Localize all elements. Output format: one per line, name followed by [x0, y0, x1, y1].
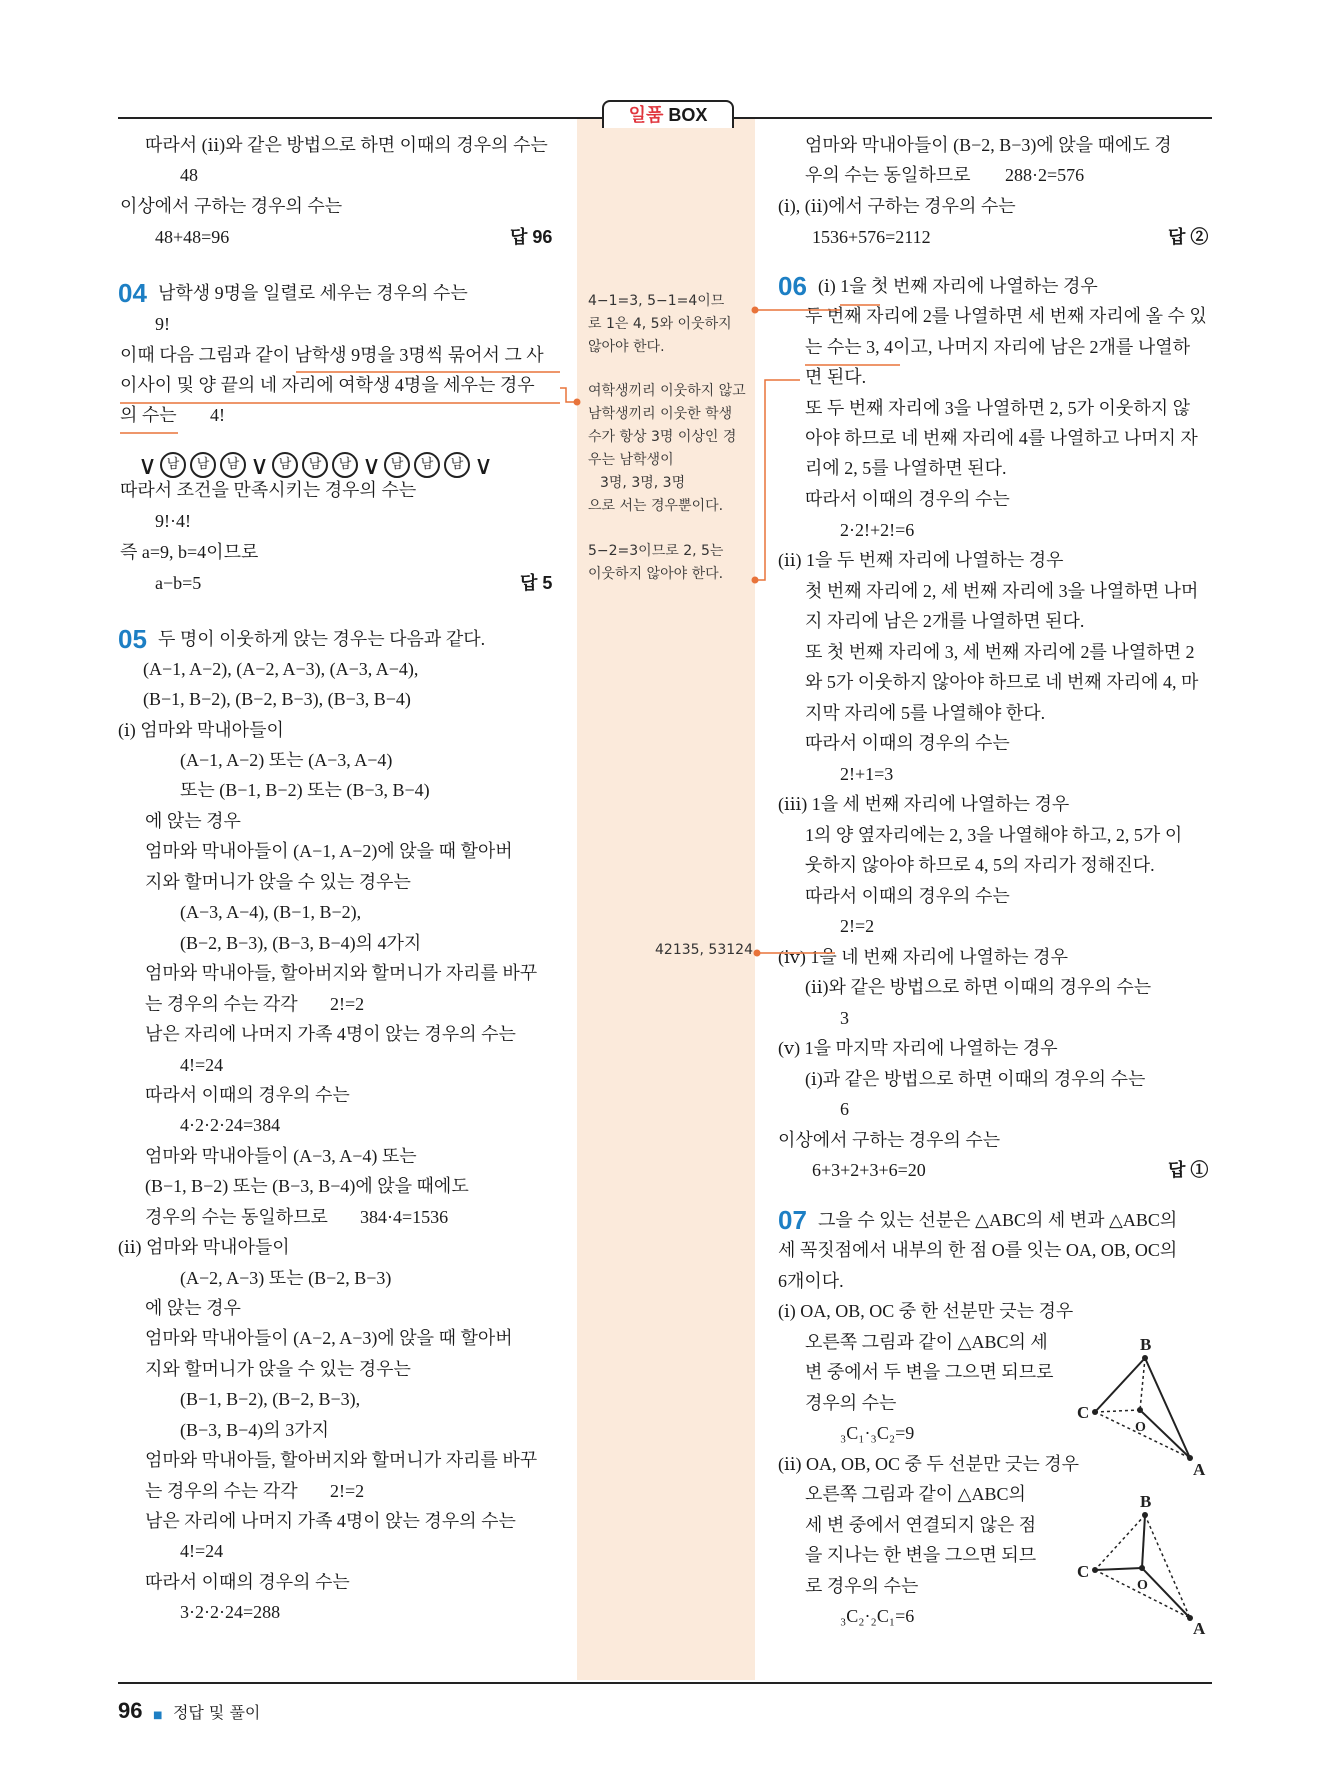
text-line: (ⅰ)과 같은 방법으로 하면 이때의 경우의 수는 [805, 1069, 1146, 1089]
text-line: (ⅱ)와 같은 방법으로 하면 이때의 경우의 수는 [805, 977, 1152, 997]
text-line: 4!=24 [180, 1541, 224, 1561]
text-line: (ⅰ) 1을 첫 번째 자리에 나열하는 경우 [818, 276, 1098, 296]
text-line: 48 [180, 165, 198, 185]
text-line: (ⅴ) 1을 마지막 자리에 나열하는 경우 [778, 1038, 1058, 1058]
boy-circle: 남 [220, 452, 246, 478]
text-line: 는 수는 3, 4이고, 나머지 자리에 남은 2개를 나열하 [805, 337, 1190, 357]
vertex-b-label: B [1140, 1335, 1152, 1354]
text-line: 이때 다음 그림과 같이 남학생 9명을 3명씩 묶어서 그 사 [120, 345, 544, 365]
section-tab: 일품 BOX [602, 100, 734, 128]
text-line: 리에 2, 5를 나열하면 된다. [805, 458, 1007, 478]
vertex-c-label: C [1077, 1562, 1090, 1581]
text-line: 3 [840, 1008, 849, 1028]
vertex-a-label: A [1193, 1460, 1206, 1479]
text-line: 세 변 중에서 연결되지 않은 점 [805, 1515, 1037, 1535]
text-line: 또는 (B−1, B−2) 또는 (B−3, B−4) [180, 780, 430, 800]
text-line: 따라서 이때의 경우의 수는 [145, 1085, 350, 1105]
text-line: 지 자리에 남은 2개를 나열하면 된다. [805, 611, 1085, 631]
gap-mark: ∨ [474, 451, 494, 481]
footer-separator: ■ [152, 1710, 163, 1721]
side-note: 우는 남학생이 [588, 452, 674, 468]
text-line: 3·2·2·24=288 [180, 1602, 281, 1622]
gap-mark: ∨ [138, 451, 158, 481]
text-line: 2!=2 [840, 916, 875, 936]
problem-number: 07 [778, 1205, 807, 1235]
text-line: (ⅲ) 1을 세 번째 자리에 나열하는 경우 [778, 794, 1070, 814]
text-line: 두 명이 이웃하게 앉는 경우는 다음과 같다. [158, 629, 486, 649]
text-line: 엄마와 막내아들이 (A−3, A−4) 또는 [145, 1146, 417, 1166]
problem-number: 04 [118, 278, 147, 308]
text-line: (A−1, A−2) 또는 (A−3, A−4) [180, 750, 393, 770]
text-line: 6 [840, 1099, 849, 1119]
footer-title: 정답 및 풀이 [172, 1703, 261, 1722]
text-line: 남학생 9명을 일렬로 세우는 경우의 수는 [158, 283, 468, 303]
boy-circle: 남 [414, 452, 440, 478]
vertex-c-label: C [1077, 1403, 1090, 1422]
boy-circle: 남 [160, 452, 186, 478]
side-note: 로 1은 4, 5와 이웃하지 [588, 316, 732, 332]
text-line: 의 수는 [120, 405, 177, 425]
text-line: (B−3, B−4)의 3가지 [180, 1420, 329, 1440]
text-line: (A−3, A−4), (B−1, B−2), [180, 902, 362, 922]
text-line: (A−2, A−3) 또는 (B−2, B−3) [180, 1268, 392, 1288]
triangle-diagram-1 [1095, 1358, 1190, 1458]
text-line: (ⅳ) 1을 네 번째 자리에 나열하는 경우 [778, 947, 1068, 967]
text-line: a−b=5 [155, 573, 202, 593]
text-line: 남은 자리에 나머지 가족 4명이 앉는 경우의 수는 [145, 1511, 516, 1531]
text-line: 즉 a=9, b=4이므로 [120, 542, 259, 562]
text-line: 엄마와 막내아들이 (B−2, B−3)에 앉을 때에도 경 [805, 135, 1172, 155]
boy-circle: 남 [444, 452, 470, 478]
text-line: 2·2!+2!=6 [840, 520, 915, 540]
side-note: 수가 항상 3명 이상인 경 [588, 429, 737, 445]
page-number: 96 [118, 1698, 143, 1723]
text-line: 9!·4! [155, 511, 191, 531]
answer-mark: 답 5 [520, 573, 553, 593]
text-line: 오른쪽 그림과 같이 △ABC의 세 [805, 1332, 1048, 1352]
side-note: 여학생끼리 이웃하지 않고 [588, 383, 746, 399]
text-line: 는 경우의 수는 각각 [145, 1481, 298, 1501]
gap-mark: ∨ [250, 451, 270, 481]
boy-circle: 남 [332, 452, 358, 478]
text-line: 엄마와 막내아들, 할아버지와 할머니가 자리를 바꾸 [145, 1450, 538, 1470]
text-line: 에 앉는 경우 [145, 811, 241, 831]
text-line: 에 앉는 경우 [145, 1298, 241, 1318]
text-line: 는 경우의 수는 각각 [145, 994, 298, 1014]
text-line: 지와 할머니가 앉을 수 있는 경우는 [145, 1359, 411, 1379]
text-line: 경우의 수는 동일하므로 [145, 1207, 328, 1227]
text-line: 엄마와 막내아들이 (A−1, A−2)에 앉을 때 할아버 [145, 841, 513, 861]
vertex-b-label: B [1140, 1492, 1152, 1511]
text-line: 지와 할머니가 앉을 수 있는 경우는 [145, 872, 411, 892]
side-note: 남학생끼리 이웃한 학생 [588, 406, 733, 422]
side-note: 3명, 3명, 3명 [600, 475, 686, 491]
leader-lines [560, 310, 840, 953]
text-line: 변 중에서 두 변을 그으면 되므로 [805, 1362, 1054, 1382]
underline-marks [120, 305, 900, 433]
footer [118, 1700, 260, 1722]
text-line: (ⅰ) 엄마와 막내아들이 [118, 720, 284, 740]
text-line: 1의 양 옆자리에는 2, 3을 나열해야 하고, 2, 5가 이 [805, 825, 1183, 845]
text-line: 우의 수는 동일하므로 [805, 165, 971, 185]
text-line: 두 번째 자리에 2를 나열하면 세 번째 자리에 올 수 있 [805, 306, 1207, 326]
vertex-a-label: A [1193, 1619, 1206, 1638]
text-line: 2!=2 [330, 1481, 365, 1501]
text-line: 6개이다. [778, 1271, 844, 1291]
text-line: 4!=24 [180, 1055, 224, 1075]
text-line: 웃하지 않아야 하므로 4, 5의 자리가 정해진다. [805, 855, 1155, 875]
text-line: 엄마와 막내아들이 (A−2, A−3)에 앉을 때 할아버 [145, 1328, 513, 1348]
text-line: 첫 번째 자리에 2, 세 번째 자리에 3을 나열하면 나머 [805, 581, 1199, 601]
text-line: 경우의 수는 [805, 1393, 897, 1413]
boy-circle: 남 [302, 452, 328, 478]
text-line: 그을 수 있는 선분은 △ABC의 세 변과 △ABC의 [818, 1210, 1178, 1230]
text-line: 9! [155, 314, 170, 334]
side-note: 이웃하지 않아야 한다. [588, 566, 724, 582]
text-line: 따라서 이때의 경우의 수는 [805, 489, 1010, 509]
text-line: 따라서 조건을 만족시키는 경우의 수는 [120, 480, 417, 500]
answer-mark: 답 ① [1168, 1160, 1209, 1180]
footer-rule [118, 1682, 1212, 1684]
problem-number: 06 [778, 271, 807, 301]
text-line: 면 된다. [805, 367, 867, 387]
text-line: 2!=2 [330, 994, 365, 1014]
text-line: (A−1, A−2), (A−2, A−3), (A−3, A−4), [143, 659, 419, 679]
problem-number: 05 [118, 624, 147, 654]
side-note: 42135, 53124 [655, 942, 753, 958]
text-line: (B−1, B−2), (B−2, B−3), [180, 1389, 361, 1409]
text-line: 384·4=1536 [360, 1207, 449, 1227]
boy-circle: 남 [384, 452, 410, 478]
boy-circle: 남 [190, 452, 216, 478]
text-line: 4·2·2·24=384 [180, 1115, 281, 1135]
text-line: 4! [210, 405, 225, 425]
text-line: ₃C₁·₃C₂=9 [840, 1423, 915, 1443]
text-line: 또 첫 번째 자리에 3, 세 번째 자리에 2를 나열하면 2 [805, 642, 1195, 662]
text-line: ₃C₂·₂C₁=6 [840, 1606, 915, 1626]
side-note: 않아야 한다. [588, 339, 665, 355]
text-line: 2!+1=3 [840, 764, 894, 784]
text-line: (ⅱ) 엄마와 막내아들이 [118, 1237, 290, 1257]
text-line: 로 경우의 수는 [805, 1576, 919, 1596]
text-line: 따라서 이때의 경우의 수는 [805, 733, 1010, 753]
text-line: 세 꼭짓점에서 내부의 한 점 O를 잇는 OA, OB, OC의 [778, 1240, 1178, 1260]
text-line: 남은 자리에 나머지 가족 4명이 앉는 경우의 수는 [145, 1024, 516, 1044]
text-line: 오른쪽 그림과 같이 △ABC의 [805, 1484, 1026, 1504]
boy-circle: 남 [272, 452, 298, 478]
text-line: 288·2=576 [1005, 165, 1085, 185]
text-line: 엄마와 막내아들, 할아버지와 할머니가 자리를 바꾸 [145, 963, 538, 983]
text-line: 따라서 이때의 경우의 수는 [805, 886, 1010, 906]
text-line: (B−1, B−2), (B−2, B−3), (B−3, B−4) [143, 689, 411, 709]
text-line: 따라서 (ⅱ)와 같은 방법으로 하면 이때의 경우의 수는 [145, 135, 548, 155]
vertex-o-label: O [1135, 1420, 1146, 1435]
text-line: 6+3+2+3+6=20 [812, 1160, 926, 1180]
side-note: 으로 서는 경우뿐이다. [588, 498, 724, 514]
text-line: 또 두 번째 자리에 3을 나열하면 2, 5가 이웃하지 않 [805, 398, 1190, 418]
text-line: 이사이 및 양 끝의 네 자리에 여학생 4명을 세우는 경우 [120, 375, 535, 395]
text-line: 을 지나는 한 변을 그으면 되므 [805, 1545, 1037, 1565]
gap-mark: ∨ [362, 451, 382, 481]
text-line: (ⅰ), (ⅱ)에서 구하는 경우의 수는 [778, 196, 1016, 216]
text-line: 48+48=96 [155, 227, 230, 247]
text-line: 이상에서 구하는 경우의 수는 [120, 196, 343, 216]
text-line: 아야 하므로 네 번째 자리에 4를 나열하고 나머지 자 [805, 428, 1198, 448]
text-line: 따라서 이때의 경우의 수는 [145, 1572, 350, 1592]
text-line: (ⅱ) OA, OB, OC 중 두 선분만 긋는 경우 [778, 1454, 1080, 1474]
answer-mark: 답 ② [1168, 227, 1209, 247]
vertex-o-label: O [1137, 1578, 1148, 1593]
answer-mark: 답 96 [510, 227, 553, 247]
text-line: 1536+576=2112 [812, 227, 931, 247]
text-line: (ⅱ) 1을 두 번째 자리에 나열하는 경우 [778, 550, 1064, 570]
leader-dots [574, 307, 761, 957]
text-line: (ⅰ) OA, OB, OC 중 한 선분만 긋는 경우 [778, 1301, 1074, 1321]
text-line: 이상에서 구하는 경우의 수는 [778, 1130, 1001, 1150]
text-line: 지막 자리에 5를 나열해야 한다. [805, 703, 1046, 723]
side-note: 4−1=3, 5−1=4이므 [588, 293, 725, 309]
text-line: 와 5가 이웃하지 않아야 하므로 네 번째 자리에 4, 마 [805, 672, 1199, 692]
side-note: 5−2=3이므로 2, 5는 [588, 543, 724, 559]
text-line: (B−2, B−3), (B−3, B−4)의 4가지 [180, 933, 422, 953]
text-line: (B−1, B−2) 또는 (B−3, B−4)에 앉을 때에도 [145, 1176, 469, 1196]
